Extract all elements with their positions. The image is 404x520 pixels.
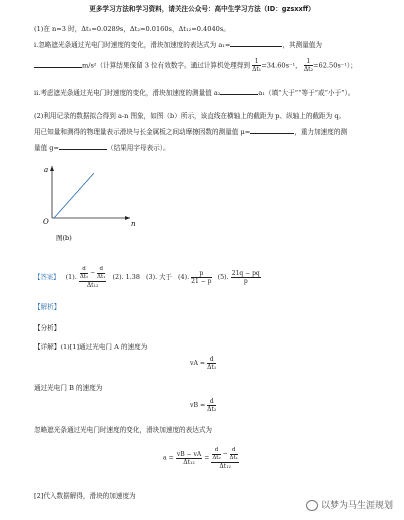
question-2-line3-end: （结果用字母表示）。 [107,144,170,152]
question-i-mid: ，其测量值为 [282,41,322,49]
answer-1-label: (1). [65,273,77,281]
question-2-line1: (2)利用记录的数据拟合得到 a-n 图象，如图（b）所示，该直线在横轴上的截距为 p、纵轴上的截距为 q。 [34,112,346,120]
answer-5-label: (5). [217,273,229,281]
accel-equation: a = $\frac{vB - vA}{\text{Δt₁₂}}$ = $\frac{d}{\text{Δt₂}}$ − $\frac{d}{\text{Δt₁}}$ Δt₁₂ [163,447,238,470]
fenxi-tag: 【分析】 [34,324,61,332]
answer-4-label: (4). [178,273,190,281]
graph-b [30,160,140,250]
analysis-tag: 【解析】 [34,303,61,311]
answer-tag: 【答案】 [34,273,60,281]
detail-line: 【详解】(1)[1]通过光电门 A 的速度为 [34,343,148,351]
va-equation: vA = $\frac{d}{\text{Δt₁}}$ [190,356,217,371]
answer-blank-mu [250,126,294,134]
vb-intro: 通过光电门 B 的速度为 [34,384,103,392]
x-axis-arrow [125,216,130,220]
question-i-line1 [34,39,322,49]
question-i-intro: i.忽略遮光条通过光电门时速度的变化，滑块加速度的表达式为 a₁= [34,41,231,49]
accel-intro: 忽略遮光条通过光电门时速度的变化，滑块加速度的表达式为 [34,426,213,434]
question-ii-text: ii.考虑遮光条通过光电门时速度的变化，滑块加速度的测量值 a₂ [34,89,221,97]
answer-3: (3). 大于 [146,273,172,281]
x-axis-label: n [131,220,136,228]
origin-label: O [43,218,49,226]
answer-line [34,265,261,289]
header-banner: 更多学习方法和学习资料，请关注公众号：高中生学习方法（ID：gzsxxff） [89,5,315,13]
answer-5-formula: $\frac{21q - pq}{p}$ [231,269,260,285]
answer-blank-compare [220,87,258,95]
question-2-line2-end: ，重力加速度的测 [294,128,348,136]
question-i-unit: m/s²（计算结果保留 3 位有效数字。通过计算机处理得到 [82,61,250,70]
y-axis-arrow [50,166,54,171]
question-2-line2 [34,126,347,136]
question-ii-end: a₁（填“大于”“等于”或“小于”）。 [258,89,355,97]
vb-equation: vB = $\frac{d}{\text{Δt₂}}$ [190,398,217,413]
question-2-line3 [34,142,170,152]
inverse-dt2-fraction: $\frac{1}{\text{Δt₂}}$ [303,58,313,73]
question-i-line2 [34,58,357,73]
answer-blank-a1 [230,39,282,47]
question-2-line2-text: 用已知量和测得的物理量表示滑块与长金属板之间动摩擦因数的测量值 μ= [34,128,251,136]
fit-line [54,173,94,218]
inverse-dt1-fraction: $\frac{1}{\text{Δt₁}}$ [252,58,262,73]
answer-blank-g [59,142,107,150]
y-axis-label: a [44,166,49,174]
answer-4-formula: $\frac{p}{21 - p}$ [191,269,212,285]
graph-caption: 图(b) [56,234,72,242]
question-2-line3-text: 量值 g= [34,144,60,152]
watermark [306,498,393,511]
answer-1-formula: $\frac{d}{\text{Δt₂}}$ − $\frac{d}{\text{Δt₁}}$ Δt₁₂ [79,266,106,289]
wechat-icon [306,500,318,511]
answer-blank-value [34,60,82,68]
watermark-text: 以梦为马生涯规划 [321,501,394,511]
step2-line: [2]代入数据解得，滑块的加速度为 [34,492,136,500]
question-ii [34,87,354,97]
answer-2: (2). 1.38 [112,273,140,281]
q-i-frac1-value: =34.60s⁻¹， [261,61,302,70]
q-i-frac2-value: =62.50s⁻¹）； [313,61,357,70]
given-data: (1)在 n=3 时，Δt₁=0.0289s，Δt₂=0.0160s，Δt₁₂=0.4040s。 [34,25,230,33]
